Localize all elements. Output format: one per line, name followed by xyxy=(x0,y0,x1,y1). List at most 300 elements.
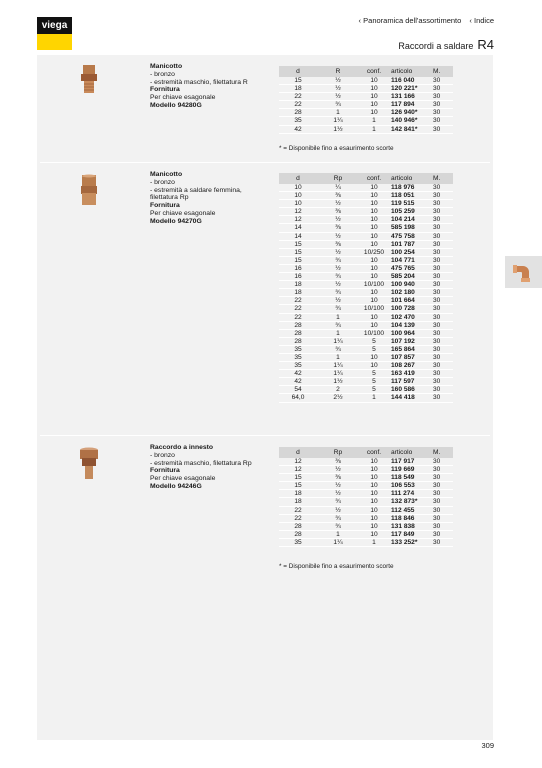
table-cell: ¼ xyxy=(335,184,341,191)
article-number: 117 849 xyxy=(391,530,415,538)
table-cell: 35 xyxy=(294,345,302,353)
product-name: Manicotto xyxy=(150,171,183,178)
table-cell: 30 xyxy=(433,248,441,256)
nav-link-index[interactable]: ‹ Indice xyxy=(469,16,494,25)
table-cell: 10 xyxy=(370,264,378,272)
section-title xyxy=(398,37,494,52)
table-cell: ½ xyxy=(335,264,341,272)
table-row xyxy=(279,345,453,353)
table-row xyxy=(279,329,453,337)
product-name: Raccordo a innesto xyxy=(150,444,214,451)
table-row xyxy=(279,305,453,313)
table-cell: 30 xyxy=(433,530,441,538)
table-row xyxy=(279,353,453,361)
availability-note: * = Disponibile fino a esaurimento scorte xyxy=(279,563,394,570)
table-cell: 15 xyxy=(294,240,302,248)
table-cell: 10 xyxy=(294,192,302,200)
article-number: 585 198 xyxy=(391,224,415,232)
table-cell: 10 xyxy=(370,85,378,93)
table-cell: ¾ xyxy=(335,321,341,329)
article-number: 126 940* xyxy=(391,109,418,117)
table-cell: 30 xyxy=(433,386,441,394)
table-row xyxy=(279,125,453,133)
table-cell: 1 xyxy=(372,125,376,133)
column-header: conf. xyxy=(359,447,389,458)
table-cell: 15 xyxy=(294,248,302,256)
table-cell: 12 xyxy=(294,216,302,224)
table-row xyxy=(279,184,453,192)
product-image-nipple xyxy=(72,63,106,95)
table-header xyxy=(279,66,453,77)
table-row xyxy=(279,394,453,402)
table-cell: 30 xyxy=(433,200,441,208)
table-row xyxy=(279,482,453,490)
article-number: 160 586 xyxy=(391,386,415,394)
table-cell: 30 xyxy=(433,109,441,117)
article-number: 104 139 xyxy=(391,321,415,329)
table-row xyxy=(279,109,453,117)
table-cell: 22 xyxy=(294,313,302,321)
article-number: 142 841* xyxy=(391,125,418,133)
table-cell: 30 xyxy=(433,240,441,248)
supply-text: Per chiave esagonale xyxy=(150,209,216,217)
table-cell: ½ xyxy=(335,281,341,289)
table-cell: 30 xyxy=(433,498,441,506)
column-header: Rp xyxy=(317,447,359,458)
divider xyxy=(40,435,490,436)
table-cell: 35 xyxy=(294,353,302,361)
table-row xyxy=(279,216,453,224)
table-row xyxy=(279,378,453,386)
table-cell: 10/100 xyxy=(363,305,385,313)
article-number: 475 758 xyxy=(391,232,415,240)
column-header: M. xyxy=(431,66,453,77)
table-cell: 30 xyxy=(433,289,441,297)
column-header: M. xyxy=(431,173,453,184)
table-cell: 10 xyxy=(370,530,378,538)
article-number: 107 857 xyxy=(391,353,415,361)
table-cell: 5 xyxy=(372,378,376,386)
table-cell: 30 xyxy=(433,466,441,474)
table-cell: 10 xyxy=(370,184,378,191)
table-cell: 30 xyxy=(433,522,441,530)
table-cell: 30 xyxy=(433,117,441,125)
table-cell: 42 xyxy=(294,125,302,133)
table-cell: 30 xyxy=(433,394,441,402)
table-cell: 28 xyxy=(294,530,302,538)
table-row xyxy=(279,281,453,289)
table-cell: 10 xyxy=(370,466,378,474)
table-row xyxy=(279,240,453,248)
table-cell: 10 xyxy=(370,506,378,514)
table-cell: 42 xyxy=(294,370,302,378)
table-cell: 10 xyxy=(370,232,378,240)
article-number: 120 221* xyxy=(391,85,418,93)
table-cell: 22 xyxy=(294,514,302,522)
table-cell: ⅜ xyxy=(335,240,341,248)
article-number: 118 846 xyxy=(391,514,415,522)
table-row xyxy=(279,321,453,329)
article-number: 100 728 xyxy=(391,305,415,313)
article-number: 100 940 xyxy=(391,281,415,289)
supply-text: Per chiave esagonale xyxy=(150,94,216,102)
viega-logo[interactable] xyxy=(37,17,72,50)
table-cell: 30 xyxy=(433,208,441,216)
table-cell: 35 xyxy=(294,362,302,370)
table-cell: 30 xyxy=(433,353,441,361)
table-cell: ¾ xyxy=(335,345,341,353)
article-number: 118 051 xyxy=(391,192,415,200)
table-cell: 15 xyxy=(294,256,302,264)
table-cell: 1 xyxy=(336,109,340,117)
section-name: Raccordi a saldare xyxy=(398,41,474,51)
table-cell: 5 xyxy=(372,345,376,353)
column-header: Rp xyxy=(317,173,359,184)
product-material: - bronzo xyxy=(150,178,175,186)
table-cell: 10 xyxy=(370,200,378,208)
table-row xyxy=(279,208,453,216)
table-cell: 10/100 xyxy=(363,329,385,337)
article-number: 117 894 xyxy=(391,101,415,109)
supply-label: Fornitura xyxy=(150,202,180,210)
table-cell: 22 xyxy=(294,93,302,101)
table-row xyxy=(279,362,453,370)
table-cell: 30 xyxy=(433,506,441,514)
supply-label: Fornitura xyxy=(150,467,180,475)
table-cell: 30 xyxy=(433,538,441,546)
table-row xyxy=(279,224,453,232)
column-header: conf. xyxy=(359,173,389,184)
table-cell: 10 xyxy=(370,482,378,490)
table-cell: 30 xyxy=(433,490,441,498)
supply-text: Per chiave esagonale xyxy=(150,475,216,483)
article-number: 111 274 xyxy=(391,490,415,498)
product-description xyxy=(150,63,285,110)
article-number: 105 259 xyxy=(391,208,415,216)
table-cell: ¾ xyxy=(335,289,341,297)
table-row xyxy=(279,297,453,305)
table-cell: 42 xyxy=(294,378,302,386)
table-row xyxy=(279,200,453,208)
table-header xyxy=(279,173,453,184)
article-number: 102 470 xyxy=(391,313,415,321)
article-number: 119 669 xyxy=(391,466,415,474)
article-number: 475 765 xyxy=(391,264,415,272)
table-cell: 10 xyxy=(370,208,378,216)
content-panel xyxy=(37,55,493,740)
supply-label: Fornitura xyxy=(150,86,180,94)
product-material: - bronzo xyxy=(150,451,175,459)
table-row xyxy=(279,273,453,281)
table-cell: 30 xyxy=(433,101,441,109)
table-cell: 5 xyxy=(372,337,376,345)
table-cell: 30 xyxy=(433,345,441,353)
product-feature: - estremità maschio, filettatura R xyxy=(150,78,248,86)
table-cell: 30 xyxy=(433,77,441,84)
table-cell: ½ xyxy=(335,216,341,224)
table-cell: 10 xyxy=(370,514,378,522)
table-cell: 10 xyxy=(370,77,378,84)
spec-table xyxy=(279,447,453,547)
divider xyxy=(40,162,490,163)
table-cell: 1 xyxy=(372,538,376,546)
table-cell: 30 xyxy=(433,474,441,482)
table-row xyxy=(279,289,453,297)
table-cell: 30 xyxy=(433,378,441,386)
side-tab-fittings[interactable] xyxy=(505,256,542,288)
table-row xyxy=(279,85,453,93)
article-number: 118 976 xyxy=(391,184,415,191)
table-cell: ¾ xyxy=(335,522,341,530)
table-cell: 30 xyxy=(433,93,441,101)
table-cell: 28 xyxy=(294,522,302,530)
table-cell: 35 xyxy=(294,117,302,125)
table-cell: 5 xyxy=(372,370,376,378)
table-cell: 10 xyxy=(370,362,378,370)
table-cell: 1 xyxy=(336,530,340,538)
table-row xyxy=(279,93,453,101)
table-cell: ½ xyxy=(335,93,341,101)
table-cell: 15 xyxy=(294,482,302,490)
product-image-socket xyxy=(72,173,106,207)
article-number: 131 838 xyxy=(391,522,415,530)
table-row xyxy=(279,514,453,522)
table-cell: 10 xyxy=(370,522,378,530)
table-cell: 10 xyxy=(370,321,378,329)
table-row xyxy=(279,370,453,378)
table-cell: 22 xyxy=(294,101,302,109)
table-cell: 10 xyxy=(294,200,302,208)
table-cell: 18 xyxy=(294,490,302,498)
article-number: 140 946* xyxy=(391,117,418,125)
table-cell: 1¼ xyxy=(333,117,343,125)
nav-link-overview[interactable]: ‹ Panoramica dell'assortimento xyxy=(358,16,462,25)
article-number: 133 252* xyxy=(391,538,418,546)
table-cell: 14 xyxy=(294,224,302,232)
table-cell: 1 xyxy=(336,329,340,337)
article-number: 107 192 xyxy=(391,337,415,345)
table-cell: 22 xyxy=(294,297,302,305)
table-cell: 28 xyxy=(294,329,302,337)
article-number: 108 267 xyxy=(391,362,415,370)
table-cell: 10 xyxy=(370,216,378,224)
table-cell: 10 xyxy=(370,353,378,361)
table-cell: 30 xyxy=(433,256,441,264)
table-cell: 30 xyxy=(433,337,441,345)
article-number: 585 204 xyxy=(391,273,415,281)
table-cell: ⅜ xyxy=(335,474,341,482)
table-cell: 10 xyxy=(370,224,378,232)
table-cell: 22 xyxy=(294,506,302,514)
column-header: d xyxy=(279,173,317,184)
table-cell: 10 xyxy=(370,490,378,498)
table-cell: ¾ xyxy=(335,273,341,281)
table-cell: 54 xyxy=(294,386,302,394)
page-number: 309 xyxy=(481,741,494,750)
column-header: d xyxy=(279,447,317,458)
table-row xyxy=(279,506,453,514)
availability-note: * = Disponibile fino a esaurimento scorte xyxy=(279,145,394,152)
table-cell: 30 xyxy=(433,184,441,191)
table-cell: ½ xyxy=(335,506,341,514)
column-header: articolo xyxy=(389,66,431,77)
column-header: d xyxy=(279,66,317,77)
article-number: 119 515 xyxy=(391,200,415,208)
table-cell: 10 xyxy=(370,192,378,200)
table-cell: 30 xyxy=(433,321,441,329)
table-cell: ½ xyxy=(335,466,341,474)
table-cell: 10 xyxy=(370,458,378,465)
table-cell: 30 xyxy=(433,482,441,490)
table-cell: 1½ xyxy=(333,378,343,386)
article-number: 116 040 xyxy=(391,77,415,84)
table-row xyxy=(279,117,453,125)
table-cell: 15 xyxy=(294,77,302,84)
logo-text: viega xyxy=(37,17,72,34)
table-row xyxy=(279,490,453,498)
product-image-adapter xyxy=(72,446,106,482)
spec-table xyxy=(279,173,453,403)
table-cell: 30 xyxy=(433,370,441,378)
article-number: 131 166 xyxy=(391,93,415,101)
table-cell: ⅜ xyxy=(335,208,341,216)
article-number: 101 664 xyxy=(391,297,415,305)
column-header: articolo xyxy=(389,447,431,458)
table-cell: 18 xyxy=(294,289,302,297)
table-cell: ½ xyxy=(335,297,341,305)
table-cell: ¾ xyxy=(335,498,341,506)
table-cell: 22 xyxy=(294,305,302,313)
table-row xyxy=(279,498,453,506)
spec-table xyxy=(279,66,453,134)
section-code: R4 xyxy=(477,37,494,52)
table-cell: 30 xyxy=(433,273,441,281)
nav-link-overview-label: Panoramica dell'assortimento xyxy=(363,16,462,25)
table-cell: 16 xyxy=(294,273,302,281)
table-cell: 15 xyxy=(294,474,302,482)
table-cell: ¾ xyxy=(335,305,341,313)
table-cell: 28 xyxy=(294,321,302,329)
product-model: Modello 94280G xyxy=(150,101,202,109)
table-cell: 10 xyxy=(370,474,378,482)
table-cell: 30 xyxy=(433,125,441,133)
article-number: 117 597 xyxy=(391,378,415,386)
table-cell: ½ xyxy=(335,482,341,490)
table-cell: 14 xyxy=(294,232,302,240)
table-cell: 10 xyxy=(370,289,378,297)
table-cell: 30 xyxy=(433,192,441,200)
table-cell: ½ xyxy=(335,490,341,498)
table-cell: 18 xyxy=(294,498,302,506)
table-cell: 30 xyxy=(433,264,441,272)
table-cell: 12 xyxy=(294,208,302,216)
product-name: Manicotto xyxy=(150,63,183,70)
table-row xyxy=(279,337,453,345)
table-row xyxy=(279,256,453,264)
article-number: 102 180 xyxy=(391,289,415,297)
table-cell: ⅜ xyxy=(335,458,341,465)
top-navigation xyxy=(353,16,494,25)
table-cell: 1¼ xyxy=(333,370,343,378)
product-model: Modello 94246G xyxy=(150,482,202,490)
table-cell: 10 xyxy=(370,256,378,264)
table-cell: 30 xyxy=(433,514,441,522)
article-number: 144 418 xyxy=(391,394,415,402)
article-number: 118 549 xyxy=(391,474,415,482)
table-cell: 1¼ xyxy=(333,362,343,370)
table-row xyxy=(279,248,453,256)
table-row xyxy=(279,386,453,394)
table-cell: 30 xyxy=(433,313,441,321)
table-cell: 18 xyxy=(294,85,302,93)
table-cell: 10 xyxy=(294,184,302,191)
column-header: M. xyxy=(431,447,453,458)
article-number: 132 873* xyxy=(391,498,418,506)
article-number: 100 964 xyxy=(391,329,415,337)
table-row xyxy=(279,538,453,546)
product-feature: - estremità a saldare femmina, xyxy=(150,186,242,194)
table-cell: 2 xyxy=(336,386,340,394)
table-cell: 2½ xyxy=(333,394,343,402)
table-cell: 28 xyxy=(294,109,302,117)
table-cell: ½ xyxy=(335,85,341,93)
table-cell: ¾ xyxy=(335,101,341,109)
table-cell: 10 xyxy=(370,109,378,117)
table-cell: 30 xyxy=(433,329,441,337)
table-cell: 1¼ xyxy=(333,337,343,345)
article-number: 104 771 xyxy=(391,256,415,264)
product-description xyxy=(150,171,285,226)
table-cell: 5 xyxy=(372,386,376,394)
table-cell: 30 xyxy=(433,458,441,465)
table-cell: 30 xyxy=(433,281,441,289)
table-cell: 35 xyxy=(294,538,302,546)
column-header: articolo xyxy=(389,173,431,184)
article-number: 112 455 xyxy=(391,506,415,514)
table-cell: 30 xyxy=(433,224,441,232)
table-cell: ¾ xyxy=(335,256,341,264)
table-cell: 30 xyxy=(433,216,441,224)
table-cell: 10/250 xyxy=(363,248,385,256)
table-row xyxy=(279,77,453,85)
table-cell: 28 xyxy=(294,337,302,345)
table-cell: 30 xyxy=(433,305,441,313)
table-cell: 12 xyxy=(294,466,302,474)
table-cell: 1½ xyxy=(333,125,343,133)
column-header: conf. xyxy=(359,66,389,77)
table-cell: 18 xyxy=(294,281,302,289)
article-number: 106 553 xyxy=(391,482,415,490)
article-number: 104 214 xyxy=(391,216,415,224)
table-row xyxy=(279,313,453,321)
table-row xyxy=(279,264,453,272)
product-material: - bronzo xyxy=(150,70,175,78)
table-row xyxy=(279,530,453,538)
table-cell: 10 xyxy=(370,240,378,248)
table-cell: 10 xyxy=(370,297,378,305)
table-row xyxy=(279,522,453,530)
nav-link-index-label: Indice xyxy=(473,16,494,25)
column-header: R xyxy=(317,66,359,77)
table-cell: ½ xyxy=(335,232,341,240)
table-cell: 16 xyxy=(294,264,302,272)
table-cell: 30 xyxy=(433,297,441,305)
table-cell: 30 xyxy=(433,85,441,93)
table-cell: 1 xyxy=(372,117,376,125)
table-cell: ½ xyxy=(335,248,341,256)
table-cell: ½ xyxy=(335,200,341,208)
table-cell: 10 xyxy=(370,101,378,109)
